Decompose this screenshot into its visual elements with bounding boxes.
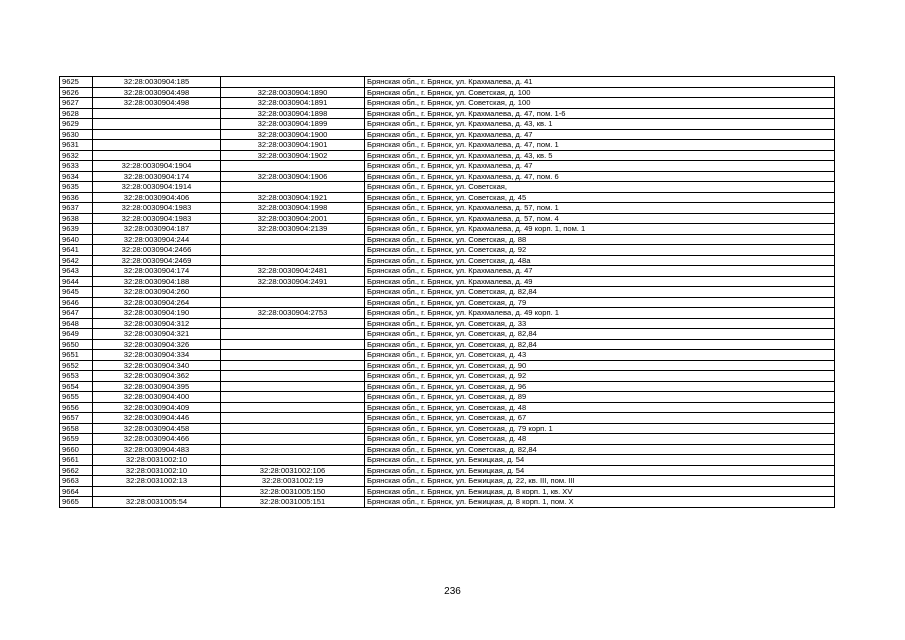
table-row	[60, 213, 835, 224]
row-number-cell: 9631	[60, 140, 93, 151]
table-row	[60, 455, 835, 466]
object-cadastral-number-cell: 32:28:0030904:2481	[221, 266, 365, 277]
object-cadastral-number-cell: 32:28:0030904:1998	[221, 203, 365, 214]
table-row	[60, 486, 835, 497]
cadastral-number-cell: 32:28:0030904:395	[93, 381, 221, 392]
address-cell: Брянская обл., г. Брянск, ул. Крахмалева, д. 47, пом. 1	[365, 140, 835, 151]
cadastral-number-cell: 32:28:0030904:334	[93, 350, 221, 361]
table-row	[60, 182, 835, 193]
object-cadastral-number-cell	[221, 329, 365, 340]
address-cell: Брянская обл., г. Брянск, ул. Советская, д. 48	[365, 402, 835, 413]
address-cell: Брянская обл., г. Брянск, ул. Советская, д. 100	[365, 87, 835, 98]
row-number-cell: 9639	[60, 224, 93, 235]
object-cadastral-number-cell	[221, 413, 365, 424]
table-row	[60, 329, 835, 340]
table-row	[60, 381, 835, 392]
cadastral-number-cell: 32:28:0030904:174	[93, 266, 221, 277]
address-cell: Брянская обл., г. Брянск, ул. Крахмалева, д. 47	[365, 161, 835, 172]
cadastral-number-cell: 32:28:0030904:190	[93, 308, 221, 319]
address-cell: Брянская обл., г. Брянск, ул. Советская, д. 67	[365, 413, 835, 424]
address-cell: Брянская обл., г. Брянск, ул. Советская, д. 45	[365, 192, 835, 203]
object-cadastral-number-cell: 32:28:0030904:2001	[221, 213, 365, 224]
registry-table-body	[60, 77, 835, 508]
table-row	[60, 308, 835, 319]
address-cell: Брянская обл., г. Брянск, ул. Советская, д. 82,84	[365, 329, 835, 340]
address-cell: Брянская обл., г. Брянск, ул. Крахмалева, д. 49	[365, 276, 835, 287]
object-cadastral-number-cell	[221, 434, 365, 445]
row-number-cell: 9649	[60, 329, 93, 340]
object-cadastral-number-cell	[221, 77, 365, 88]
table-row	[60, 339, 835, 350]
object-cadastral-number-cell: 32:28:0030904:1902	[221, 150, 365, 161]
table-row	[60, 140, 835, 151]
cadastral-number-cell: 32:28:0030904:400	[93, 392, 221, 403]
address-cell: Брянская обл., г. Брянск, ул. Советская, д. 82,84	[365, 444, 835, 455]
cadastral-number-cell: 32:28:0030904:498	[93, 98, 221, 109]
table-row	[60, 497, 835, 508]
cadastral-number-cell: 32:28:0030904:446	[93, 413, 221, 424]
row-number-cell: 9664	[60, 486, 93, 497]
table-row	[60, 224, 835, 235]
object-cadastral-number-cell: 32:28:0031002:106	[221, 465, 365, 476]
table-row	[60, 266, 835, 277]
address-cell: Брянская обл., г. Брянск, ул. Крахмалева, д. 47, пом. 1-6	[365, 108, 835, 119]
address-cell: Брянская обл., г. Брянск, ул. Крахмалева, д. 49 корп. 1, пом. 1	[365, 224, 835, 235]
table-row	[60, 203, 835, 214]
cadastral-number-cell: 32:28:0030904:185	[93, 77, 221, 88]
table-row	[60, 318, 835, 329]
cadastral-number-cell	[93, 108, 221, 119]
object-cadastral-number-cell: 32:28:0030904:1899	[221, 119, 365, 130]
address-cell: Брянская обл., г. Брянск, ул. Советская, д. 92	[365, 245, 835, 256]
row-number-cell: 9665	[60, 497, 93, 508]
registry-table	[59, 76, 835, 508]
object-cadastral-number-cell	[221, 350, 365, 361]
cadastral-number-cell: 32:28:0030904:1904	[93, 161, 221, 172]
row-number-cell: 9629	[60, 119, 93, 130]
cadastral-number-cell: 32:28:0030904:312	[93, 318, 221, 329]
cadastral-number-cell: 32:28:0030904:1983	[93, 213, 221, 224]
object-cadastral-number-cell	[221, 392, 365, 403]
row-number-cell: 9632	[60, 150, 93, 161]
table-row	[60, 276, 835, 287]
object-cadastral-number-cell	[221, 402, 365, 413]
table-row	[60, 77, 835, 88]
row-number-cell: 9646	[60, 297, 93, 308]
address-cell: Брянская обл., г. Брянск, ул. Бежицкая, д. 54	[365, 465, 835, 476]
row-number-cell: 9651	[60, 350, 93, 361]
row-number-cell: 9628	[60, 108, 93, 119]
address-cell: Брянская обл., г. Брянск, ул. Советская, д. 100	[365, 98, 835, 109]
row-number-cell: 9663	[60, 476, 93, 487]
cadastral-number-cell: 32:28:0030904:340	[93, 360, 221, 371]
address-cell: Брянская обл., г. Брянск, ул. Крахмалева, д. 49 корп. 1	[365, 308, 835, 319]
cadastral-number-cell: 32:28:0030904:466	[93, 434, 221, 445]
table-row	[60, 171, 835, 182]
row-number-cell: 9660	[60, 444, 93, 455]
table-row	[60, 150, 835, 161]
address-cell: Брянская обл., г. Брянск, ул. Советская, д. 90	[365, 360, 835, 371]
object-cadastral-number-cell	[221, 371, 365, 382]
object-cadastral-number-cell	[221, 455, 365, 466]
table-row	[60, 129, 835, 140]
object-cadastral-number-cell: 32:28:0031002:19	[221, 476, 365, 487]
row-number-cell: 9635	[60, 182, 93, 193]
cadastral-number-cell: 32:28:0030904:362	[93, 371, 221, 382]
object-cadastral-number-cell	[221, 423, 365, 434]
table-row	[60, 465, 835, 476]
row-number-cell: 9640	[60, 234, 93, 245]
object-cadastral-number-cell: 32:28:0030904:1900	[221, 129, 365, 140]
cadastral-number-cell	[93, 486, 221, 497]
address-cell: Брянская обл., г. Брянск, ул. Бежицкая, д. 8 корп. 1, пом. X	[365, 497, 835, 508]
address-cell: Брянская обл., г. Брянск, ул. Советская, д. 48	[365, 434, 835, 445]
row-number-cell: 9659	[60, 434, 93, 445]
row-number-cell: 9662	[60, 465, 93, 476]
cadastral-number-cell: 32:28:0030904:2469	[93, 255, 221, 266]
object-cadastral-number-cell: 32:28:0030904:1891	[221, 98, 365, 109]
row-number-cell: 9644	[60, 276, 93, 287]
cadastral-number-cell: 32:28:0030904:2466	[93, 245, 221, 256]
object-cadastral-number-cell: 32:28:0030904:2491	[221, 276, 365, 287]
table-row	[60, 234, 835, 245]
cadastral-number-cell: 32:28:0031002:10	[93, 465, 221, 476]
cadastral-number-cell: 32:28:0030904:498	[93, 87, 221, 98]
row-number-cell: 9655	[60, 392, 93, 403]
object-cadastral-number-cell: 32:28:0030904:2139	[221, 224, 365, 235]
object-cadastral-number-cell	[221, 360, 365, 371]
address-cell: Брянская обл., г. Брянск, ул. Советская, д. 88	[365, 234, 835, 245]
row-number-cell: 9642	[60, 255, 93, 266]
cadastral-number-cell: 32:28:0030904:326	[93, 339, 221, 350]
cadastral-number-cell: 32:28:0031005:54	[93, 497, 221, 508]
address-cell: Брянская обл., г. Брянск, ул. Советская, д. 89	[365, 392, 835, 403]
table-row	[60, 255, 835, 266]
cadastral-number-cell: 32:28:0030904:321	[93, 329, 221, 340]
row-number-cell: 9652	[60, 360, 93, 371]
object-cadastral-number-cell	[221, 182, 365, 193]
cadastral-number-cell: 32:28:0030904:244	[93, 234, 221, 245]
cadastral-number-cell	[93, 129, 221, 140]
row-number-cell: 9645	[60, 287, 93, 298]
object-cadastral-number-cell: 32:28:0030904:1901	[221, 140, 365, 151]
cadastral-number-cell: 32:28:0030904:264	[93, 297, 221, 308]
cadastral-number-cell: 32:28:0030904:483	[93, 444, 221, 455]
table-row	[60, 413, 835, 424]
row-number-cell: 9637	[60, 203, 93, 214]
address-cell: Брянская обл., г. Брянск, ул. Советская, д. 33	[365, 318, 835, 329]
row-number-cell: 9653	[60, 371, 93, 382]
cadastral-number-cell: 32:28:0031002:13	[93, 476, 221, 487]
table-row	[60, 161, 835, 172]
cadastral-number-cell: 32:28:0030904:187	[93, 224, 221, 235]
address-cell: Брянская обл., г. Брянск, ул. Крахмалева, д. 41	[365, 77, 835, 88]
table-row	[60, 371, 835, 382]
row-number-cell: 9656	[60, 402, 93, 413]
address-cell: Брянская обл., г. Брянск, ул. Крахмалева, д. 43, кв. 1	[365, 119, 835, 130]
row-number-cell: 9654	[60, 381, 93, 392]
row-number-cell: 9648	[60, 318, 93, 329]
row-number-cell: 9636	[60, 192, 93, 203]
object-cadastral-number-cell: 32:28:0030904:1898	[221, 108, 365, 119]
table-row	[60, 423, 835, 434]
row-number-cell: 9630	[60, 129, 93, 140]
object-cadastral-number-cell: 32:28:0030904:2753	[221, 308, 365, 319]
table-row	[60, 108, 835, 119]
address-cell: Брянская обл., г. Брянск, ул. Крахмалева, д. 57, пом. 1	[365, 203, 835, 214]
row-number-cell: 9634	[60, 171, 93, 182]
object-cadastral-number-cell: 32:28:0031005:150	[221, 486, 365, 497]
row-number-cell: 9633	[60, 161, 93, 172]
address-cell: Брянская обл., г. Брянск, ул. Советская, д. 82,84	[365, 287, 835, 298]
object-cadastral-number-cell: 32:28:0030904:1890	[221, 87, 365, 98]
table-row	[60, 350, 835, 361]
row-number-cell: 9647	[60, 308, 93, 319]
object-cadastral-number-cell: 32:28:0030904:1921	[221, 192, 365, 203]
row-number-cell: 9638	[60, 213, 93, 224]
table-row	[60, 444, 835, 455]
table-row	[60, 119, 835, 130]
table-row	[60, 402, 835, 413]
address-cell: Брянская обл., г. Брянск, ул. Советская, д. 96	[365, 381, 835, 392]
object-cadastral-number-cell	[221, 339, 365, 350]
table-row	[60, 87, 835, 98]
cadastral-number-cell: 32:28:0030904:406	[93, 192, 221, 203]
object-cadastral-number-cell	[221, 234, 365, 245]
cadastral-number-cell: 32:28:0030904:260	[93, 287, 221, 298]
table-row	[60, 297, 835, 308]
table-row	[60, 360, 835, 371]
address-cell: Брянская обл., г. Брянск, ул. Советская,	[365, 182, 835, 193]
object-cadastral-number-cell	[221, 245, 365, 256]
object-cadastral-number-cell	[221, 255, 365, 266]
address-cell: Брянская обл., г. Брянск, ул. Советская, д. 79 корп. 1	[365, 423, 835, 434]
address-cell: Брянская обл., г. Брянск, ул. Бежицкая, д. 8 корп. 1, кв. XV	[365, 486, 835, 497]
cadastral-number-cell: 32:28:0030904:409	[93, 402, 221, 413]
address-cell: Брянская обл., г. Брянск, ул. Советская, д. 48а	[365, 255, 835, 266]
row-number-cell: 9657	[60, 413, 93, 424]
page-number: 236	[444, 586, 461, 597]
cadastral-number-cell: 32:28:0030904:1914	[93, 182, 221, 193]
object-cadastral-number-cell	[221, 297, 365, 308]
row-number-cell: 9650	[60, 339, 93, 350]
address-cell: Брянская обл., г. Брянск, ул. Крахмалева, д. 47, пом. 6	[365, 171, 835, 182]
cadastral-number-cell: 32:28:0030904:458	[93, 423, 221, 434]
table-row	[60, 192, 835, 203]
table-row	[60, 434, 835, 445]
object-cadastral-number-cell: 32:28:0031005:151	[221, 497, 365, 508]
cadastral-number-cell: 32:28:0030904:174	[93, 171, 221, 182]
cadastral-number-cell: 32:28:0031002:10	[93, 455, 221, 466]
cadastral-number-cell: 32:28:0030904:1983	[93, 203, 221, 214]
address-cell: Брянская обл., г. Брянск, ул. Бежицкая, д. 22, кв. III, пом. III	[365, 476, 835, 487]
address-cell: Брянская обл., г. Брянск, ул. Крахмалева, д. 47	[365, 266, 835, 277]
object-cadastral-number-cell	[221, 318, 365, 329]
table-row	[60, 476, 835, 487]
row-number-cell: 9625	[60, 77, 93, 88]
row-number-cell: 9658	[60, 423, 93, 434]
object-cadastral-number-cell: 32:28:0030904:1906	[221, 171, 365, 182]
address-cell: Брянская обл., г. Брянск, ул. Советская, д. 79	[365, 297, 835, 308]
cadastral-number-cell	[93, 140, 221, 151]
row-number-cell: 9626	[60, 87, 93, 98]
object-cadastral-number-cell	[221, 287, 365, 298]
table-row	[60, 98, 835, 109]
row-number-cell: 9641	[60, 245, 93, 256]
table-row	[60, 287, 835, 298]
row-number-cell: 9661	[60, 455, 93, 466]
table-row	[60, 245, 835, 256]
address-cell: Брянская обл., г. Брянск, ул. Крахмалева, д. 47	[365, 129, 835, 140]
object-cadastral-number-cell	[221, 444, 365, 455]
address-cell: Брянская обл., г. Брянск, ул. Советская, д. 92	[365, 371, 835, 382]
table-row	[60, 392, 835, 403]
row-number-cell: 9627	[60, 98, 93, 109]
cadastral-number-cell	[93, 119, 221, 130]
object-cadastral-number-cell	[221, 381, 365, 392]
address-cell: Брянская обл., г. Брянск, ул. Крахмалева, д. 57, пом. 4	[365, 213, 835, 224]
cadastral-number-cell	[93, 150, 221, 161]
object-cadastral-number-cell	[221, 161, 365, 172]
row-number-cell: 9643	[60, 266, 93, 277]
address-cell: Брянская обл., г. Брянск, ул. Бежицкая, д. 54	[365, 455, 835, 466]
address-cell: Брянская обл., г. Брянск, ул. Советская, д. 43	[365, 350, 835, 361]
cadastral-number-cell: 32:28:0030904:188	[93, 276, 221, 287]
address-cell: Брянская обл., г. Брянск, ул. Крахмалева, д. 43, кв. 5	[365, 150, 835, 161]
address-cell: Брянская обл., г. Брянск, ул. Советская, д. 82,84	[365, 339, 835, 350]
